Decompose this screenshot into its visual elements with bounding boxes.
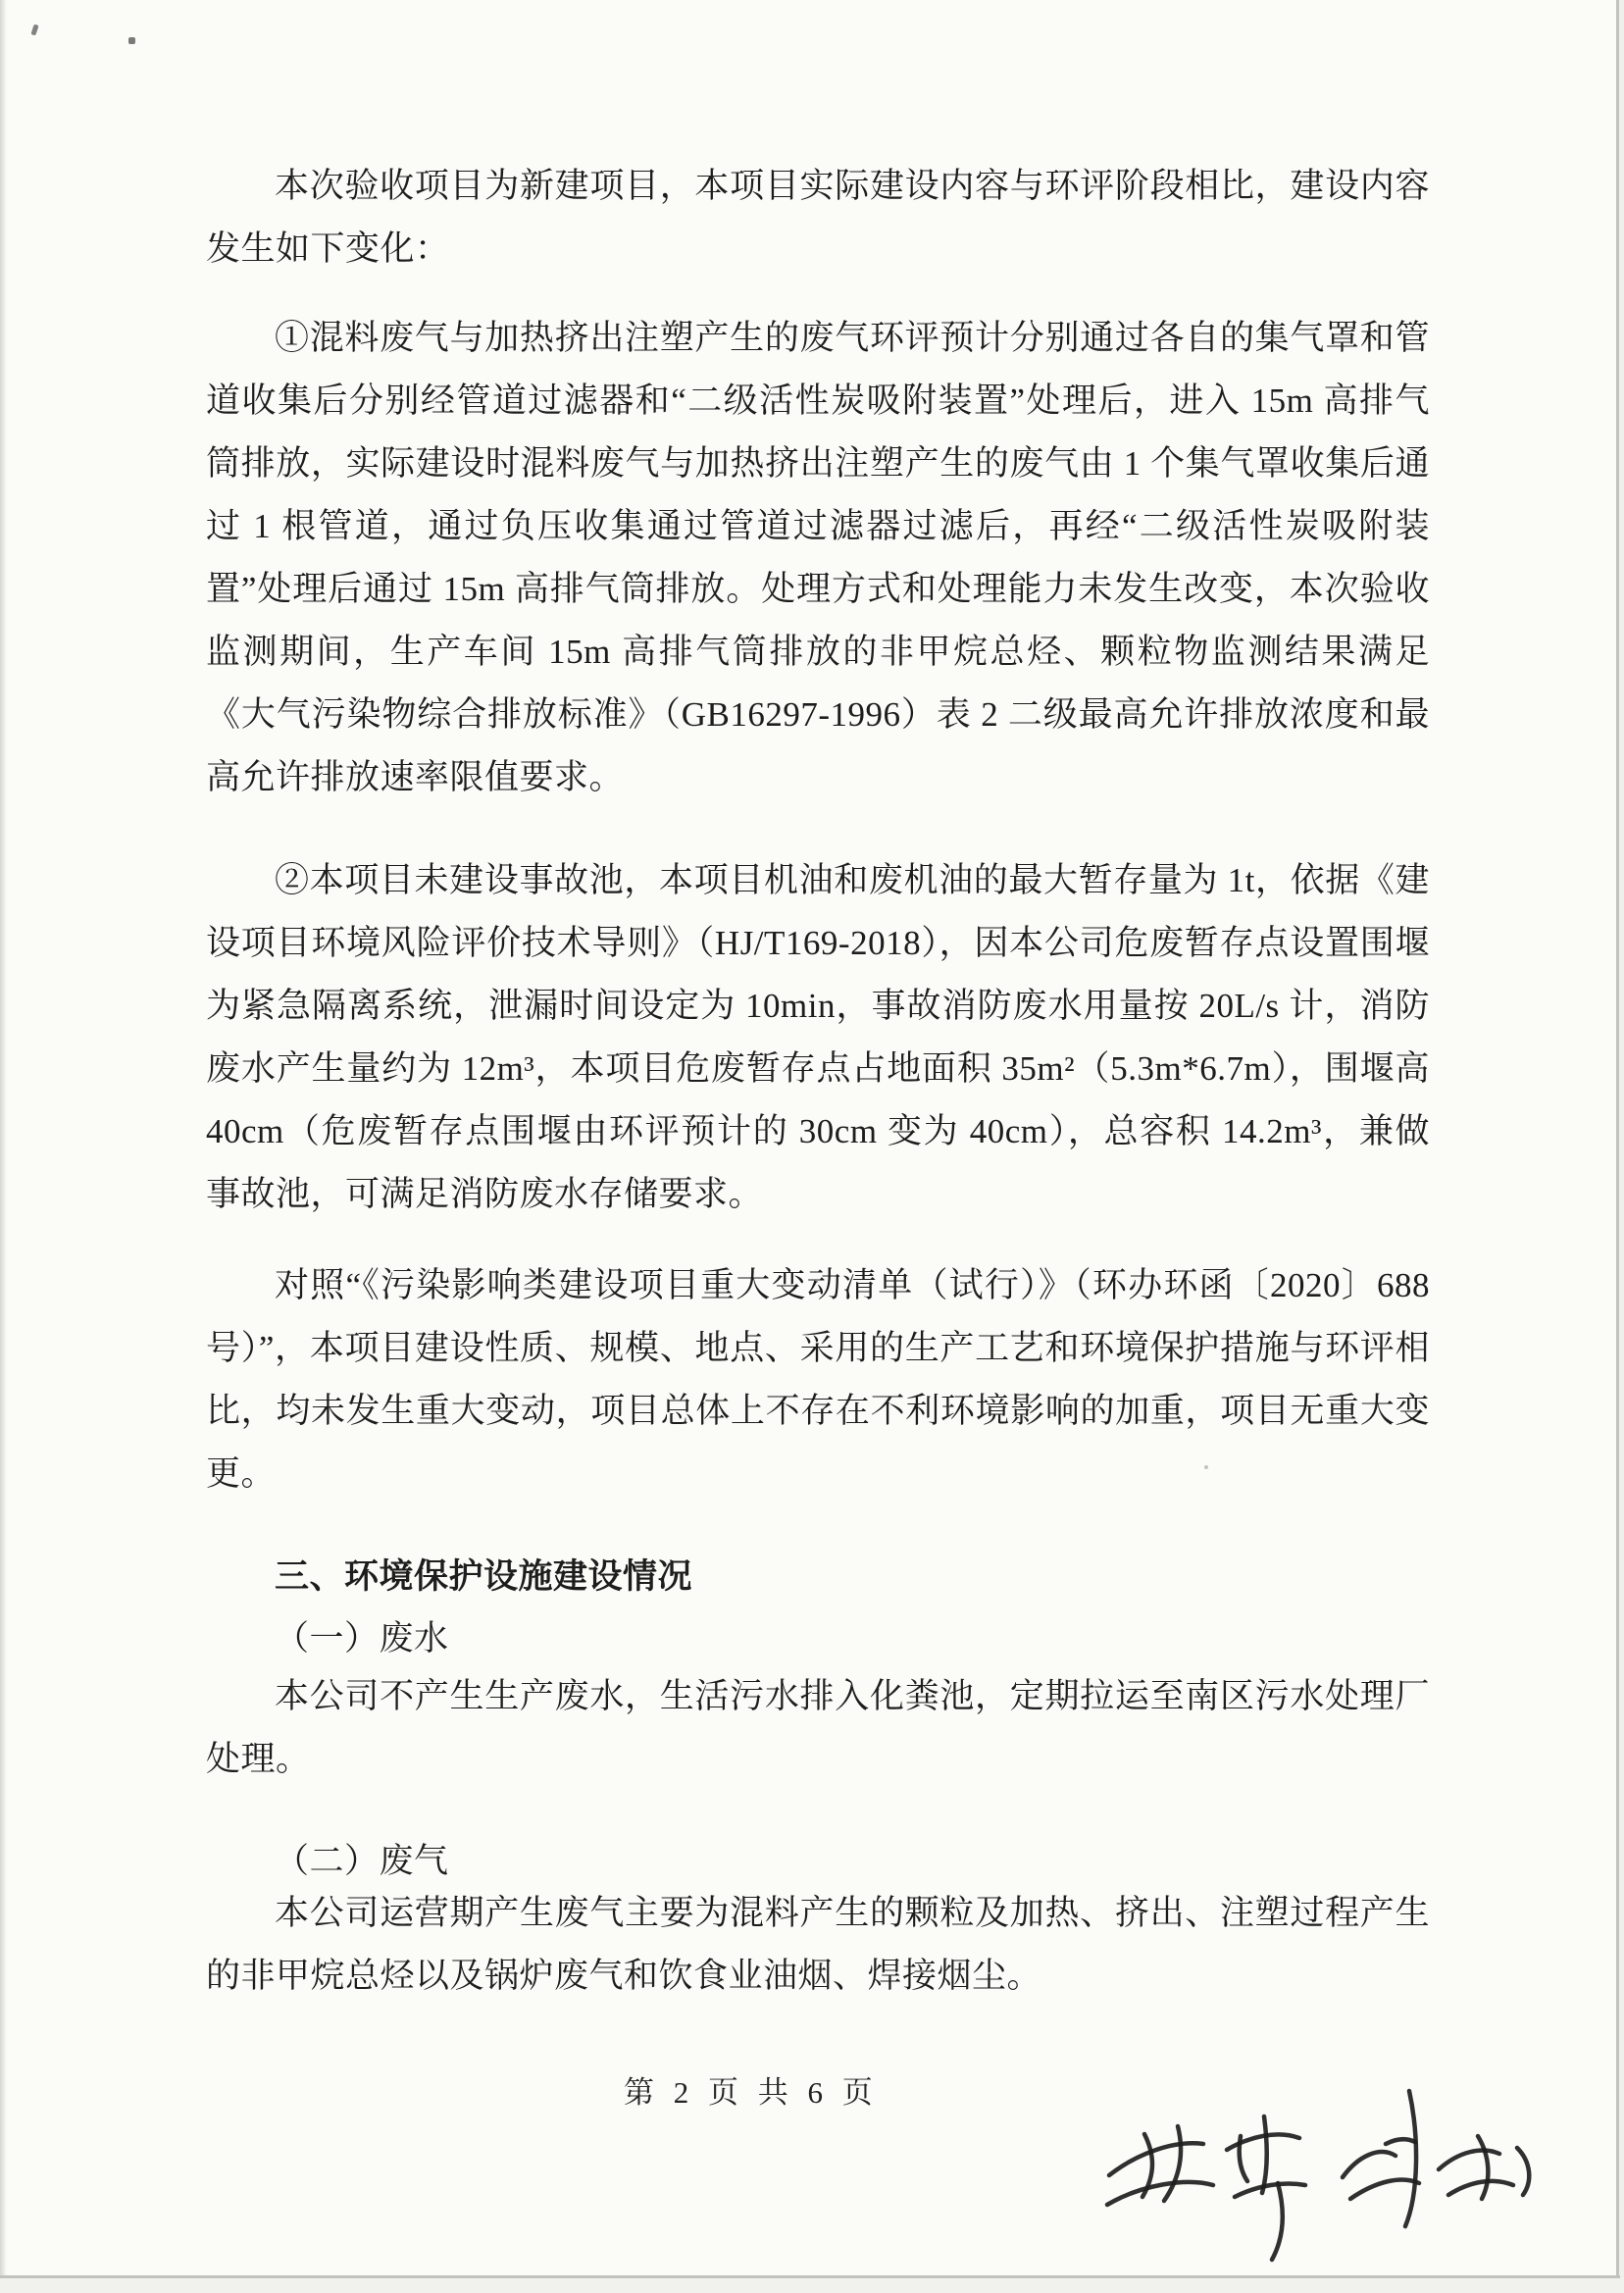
page-number: 第 2 页 共 6 页 — [624, 2075, 879, 2110]
handwritten-signature-right — [1343, 2091, 1529, 2226]
subsection-2-heading: （二）废气 — [275, 1842, 449, 1880]
subsection-1-heading: （一）废水 — [275, 1619, 449, 1657]
subsection-2-body: 本公司运营期产生废气主要为混料产生的颗粒及加热、挤出、注塑过程产生的非甲烷总烃以及锅炉废气和饮食业油烟、焊接烟尘。 — [206, 1894, 1430, 1995]
intro-paragraph: 本次验收项目为新建项目，本项目实际建设内容与环评阶段相比，建设内容发生如下变化： — [206, 167, 1430, 268]
change-item-1: ①混料废气与加热挤出注塑产生的废气环评预计分别通过各自的集气罩和管道收集后分别经管道过滤器和“二级活性炭吸附装置”处理后，进入 15m 高排气筒排放，实际建设时混料废气与加热挤出注塑产生的废气由 1 个集气罩收集后通过 1 根管道，通过负压收集通过管道过滤器过滤后，再经“二级活性炭吸附装置”处理后通过 15m 高排气筒排放。处理方式和处理能力未发生改变，本次验收监测期间，生产车间 15m 高排气筒排放的非甲烷总烃、颗粒物监测结果满足《大气污染物综合排放标准》（GB16297-1996）表 2 二级最高允许排放浓度和最高允许排放速率限值要求。 — [206, 319, 1430, 796]
scan-speck — [30, 24, 38, 35]
scan-edge-left — [0, 0, 7, 2293]
scan-speck — [128, 37, 135, 44]
scan-margin-bottom — [0, 2278, 1624, 2293]
subsection-1-body: 本公司不产生生产废水，生活污水排入化粪池，定期拉运至南区污水处理厂处理。 — [206, 1677, 1430, 1778]
handwritten-signature-left — [1107, 2116, 1305, 2260]
scan-margin-right — [1619, 0, 1624, 2293]
change-item-2: ②本项目未建设事故池，本项目机油和废机油的最大暂存量为 1t，依据《建设项目环境风险评价技术导则》（HJ/T169-2018），因本公司危废暂存点设置围堰为紧急隔离系统，泄漏时间设定为 10min，事故消防废水用量按 20L/s 计，消防废水产生量约为 12m³，本项目危废暂存点占地面积 35m²（5.3m*6.7m），围堰高 40cm（危废暂存点围堰由环评预计的 30cm 变为 40cm），总容积 14.2m³，兼做事故池，可满足消防废水存储要求。 — [206, 861, 1430, 1213]
section-3-heading: 三、环境保护设施建设情况 — [275, 1557, 693, 1596]
comparison-paragraph: 对照“《污染影响类建设项目重大变动清单（试行）》（环办环函〔2020〕688 号）”，本项目建设性质、规模、地点、采用的生产工艺和环境保护措施与环评相比，均未发生重大变动，项目总体上不存在不利环境影响的加重，项目无重大变更。 — [206, 1266, 1430, 1493]
handwritten-signatures — [1093, 2079, 1584, 2275]
signature-area — [1093, 2079, 1584, 2275]
scan-speck — [1204, 1465, 1208, 1469]
scan-speck — [396, 1116, 400, 1120]
